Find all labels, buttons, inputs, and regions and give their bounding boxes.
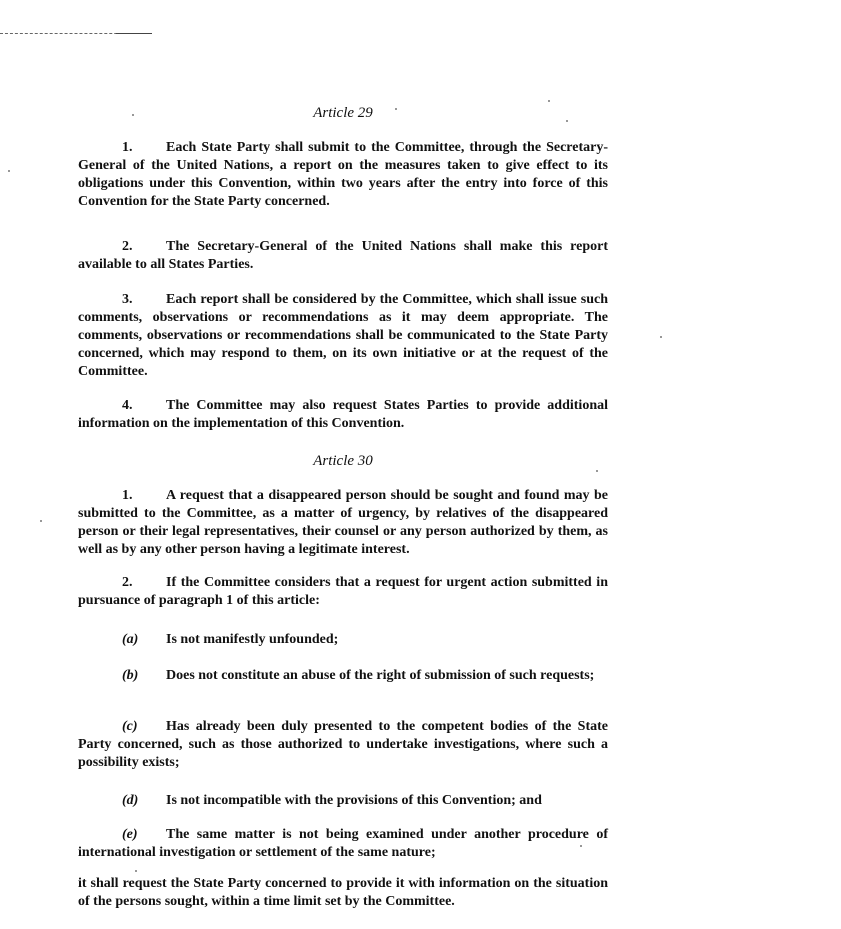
article-29-paragraph-3 — [78, 291, 608, 381]
article-30-closing-text: it shall request the State Party concerned to provide it with information on the situation of the persons sought, within a time limit set by the Committee. — [78, 876, 608, 909]
article-29-paragraph-2 — [78, 238, 608, 274]
item-text: The same matter is not being examined under another procedure of international investigation or settlement of the same nature; — [78, 827, 608, 860]
paragraph-number: 3. — [122, 292, 133, 307]
item-label: (e) — [122, 827, 138, 842]
paragraph-text: Each State Party shall submit to the Committee, through the Secretary-General of the United Nations, a report on the measures taken to give effect to its obligations under this Convention, within two years after the entry into force of this Convention for the State Party concerned. — [78, 140, 608, 209]
scan-speck — [596, 470, 598, 472]
article-30-item-a — [78, 631, 608, 649]
paragraph-number: 2. — [122, 575, 133, 590]
paragraph-number: 1. — [122, 488, 133, 503]
item-label: (c) — [122, 719, 138, 734]
item-label: (b) — [122, 668, 139, 683]
paragraph-number: 4. — [122, 398, 133, 413]
scan-speck — [8, 170, 10, 172]
article-30-item-b — [78, 667, 608, 685]
scan-speck — [660, 336, 662, 338]
paragraph-text: The Secretary-General of the United Nations shall make this report available to all States Parties. — [78, 239, 608, 272]
item-text: Does not constitute an abuse of the right of submission of such requests; — [166, 668, 595, 683]
scan-speck — [40, 520, 42, 522]
paragraph-text: The Committee may also request States Parties to provide additional information on the implementation of this Convention. — [78, 398, 608, 431]
scan-speck — [548, 100, 550, 102]
article-30-item-e — [78, 826, 608, 862]
item-label: (a) — [122, 632, 139, 647]
article-30-item-d — [78, 792, 608, 810]
item-text: Is not manifestly unfounded; — [166, 632, 339, 647]
item-text: Has already been duly presented to the competent bodies of the State Party concerned, such as those authorized to undertake investigations, where such a possibility exists; — [78, 719, 608, 770]
article-30-paragraph-1 — [78, 487, 608, 559]
paragraph-text: Each report shall be considered by the Committee, which shall issue such comments, observations or recommendations as it may deem appropriate. The comments, observations or recommendations shall be communicated to the State Party concerned, which may respond to them, on its own initiative or at the request of the Committee. — [78, 292, 608, 379]
paragraph-text: If the Committee considers that a request for urgent action submitted in pursuance of paragraph 1 of this article: — [78, 575, 608, 608]
scan-rule-solid — [116, 33, 152, 34]
item-label: (d) — [122, 793, 139, 808]
item-text: Is not incompatible with the provisions of this Convention; and — [166, 793, 542, 808]
paragraph-number: 2. — [122, 239, 133, 254]
article-30-paragraph-2 — [78, 574, 608, 610]
article-30-item-c — [78, 718, 608, 772]
paragraph-number: 1. — [122, 140, 133, 155]
article-29-paragraph-1 — [78, 139, 608, 211]
paragraph-text: A request that a disappeared person should be sought and found may be submitted to the Committee, as a matter of urgency, by relatives of the disappeared person or their legal representatives, their counsel or any person authorized by them, as well as by any other person having a legitimate interest. — [78, 488, 608, 557]
article-29-paragraph-4 — [78, 397, 608, 433]
article-30-heading: Article 30 — [313, 453, 373, 469]
article-29-heading: Article 29 — [313, 105, 373, 121]
scan-speck — [135, 870, 137, 872]
